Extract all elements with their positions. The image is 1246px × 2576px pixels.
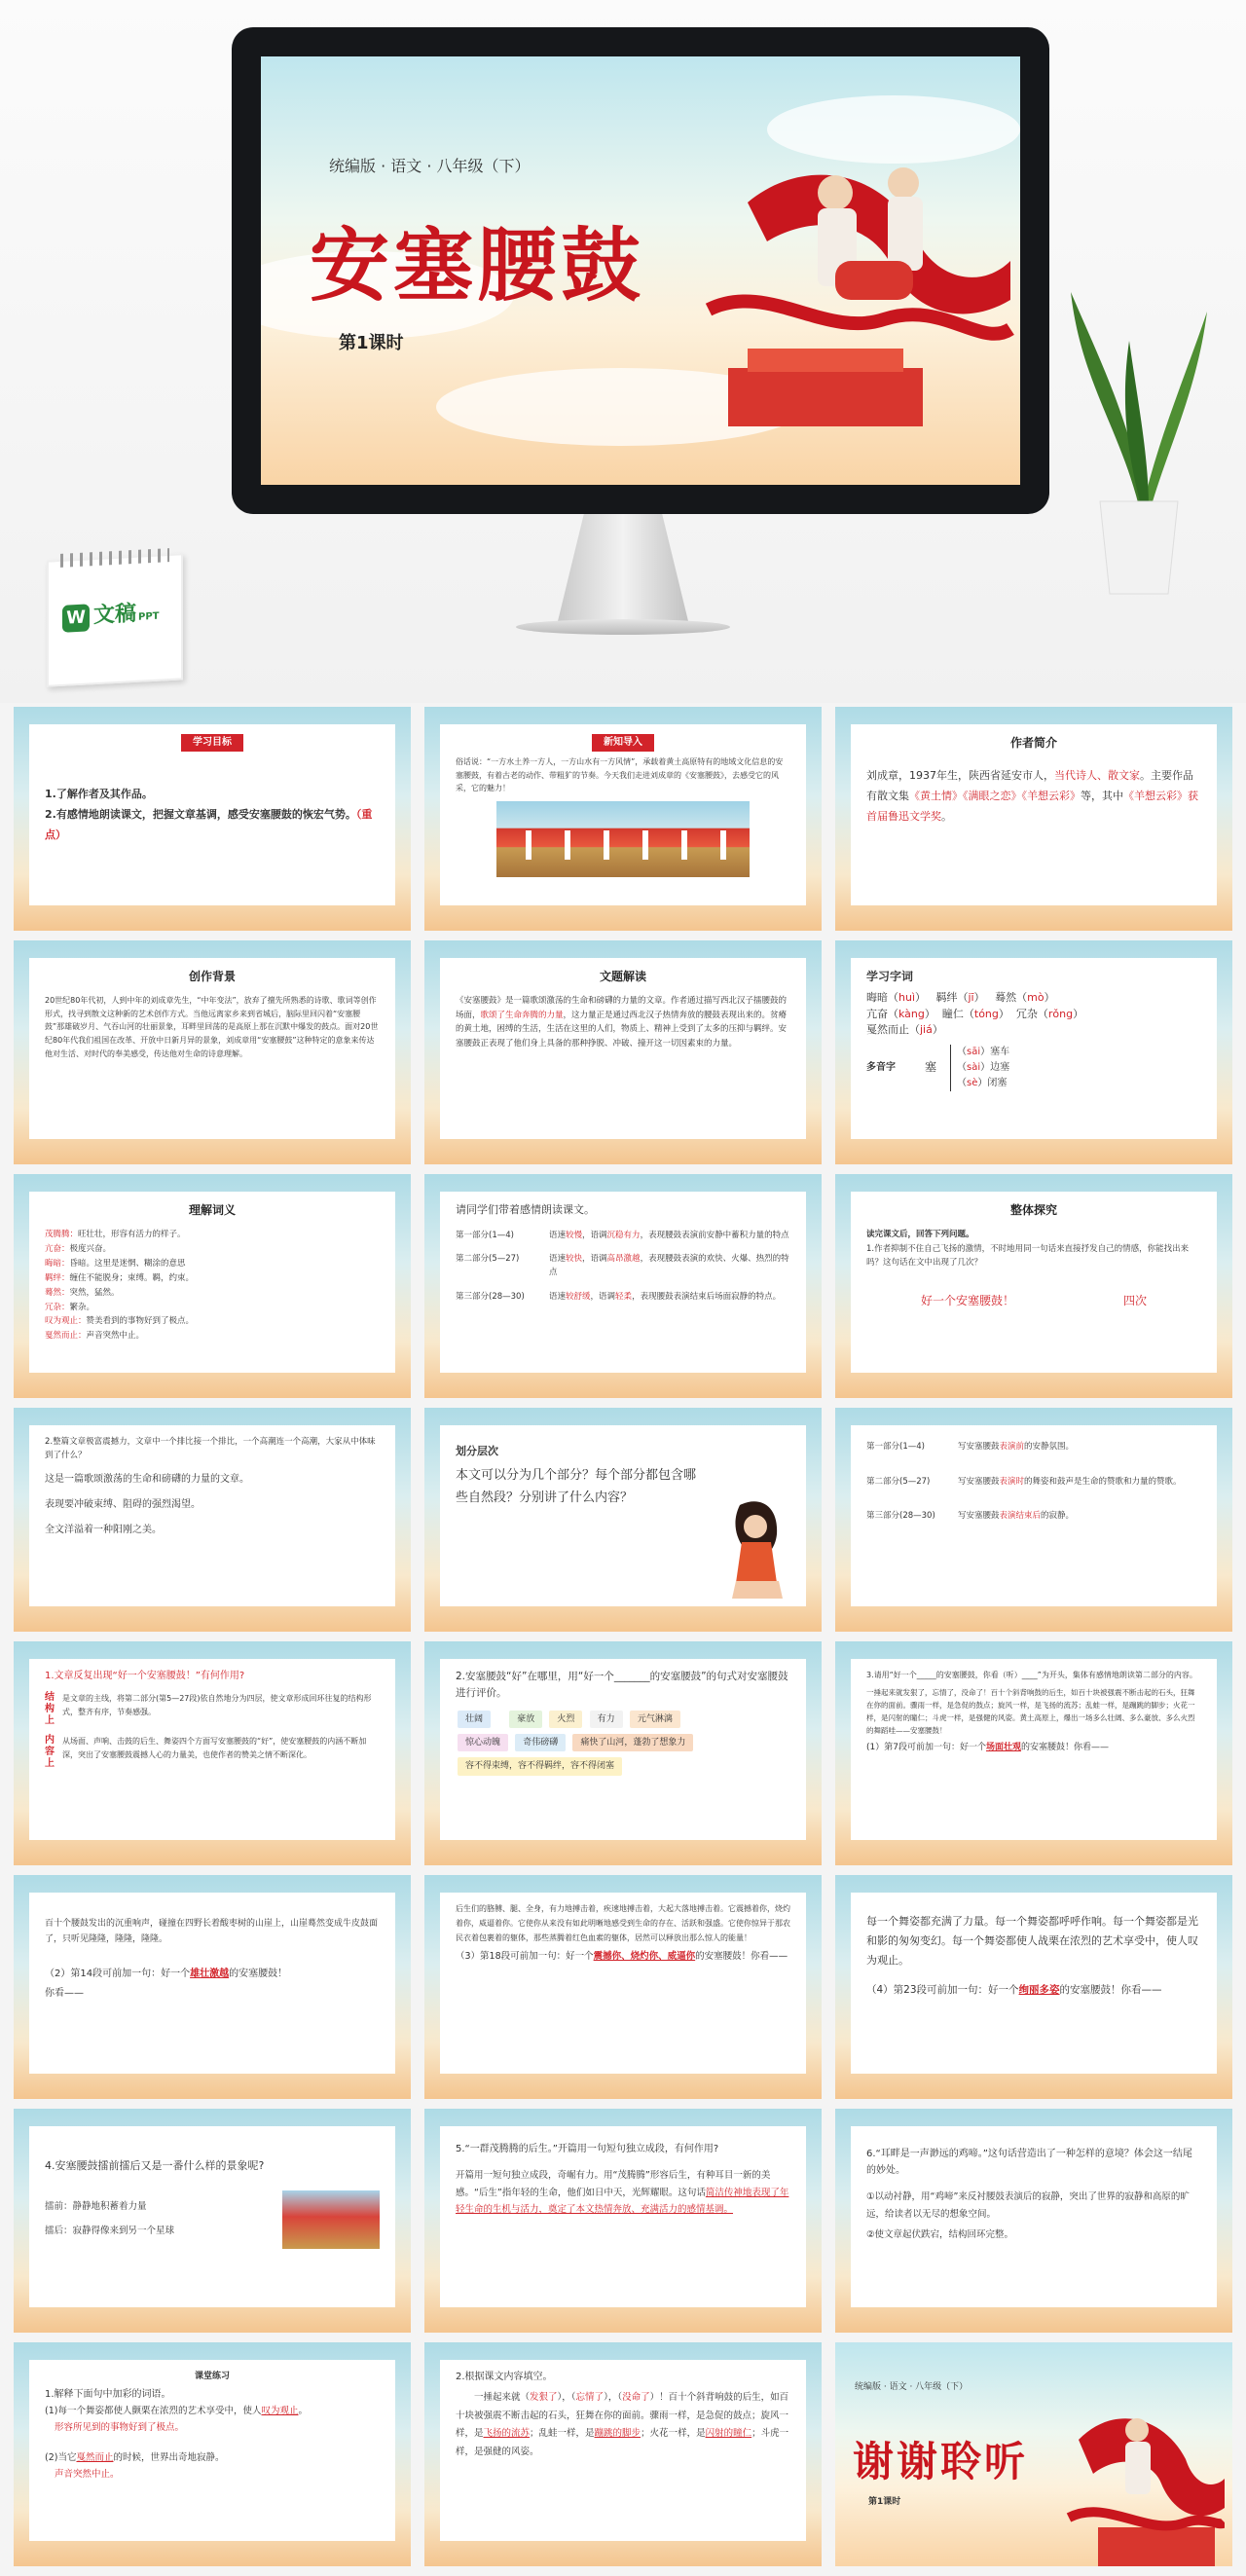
pill: 痛快了山河，蓬勃了想象力 bbox=[572, 1734, 693, 1751]
thanks-subject: 统编版 · 语文 · 八年级（下） bbox=[855, 2382, 969, 2392]
background-text: 20世纪80年代初，人到中年的刘成章先生，“中年变法”，放弃了擅先所熟悉的诗歌、歌词等创作形式，找寻到散文这种新的艺术创作方式。当他远离家乡来到省城后，脑际里回闪着“安塞腰鼓”那雄破岁月、气吞山河的壮丽景象，耳畔里回荡的是高原上那在沉默中爆发的鼓点。面对20世纪80年代我们祖国在改革、开放中日新月异的景象，刘成章用“安塞腰鼓”这种特定的意象来传达他对生活、对时代的奉美感受，传达他对生命的诗意理解。 bbox=[45, 996, 379, 1058]
slide-background bbox=[14, 940, 411, 1164]
reading-part-1: 第一部分(1—4) 语速较慢，语调沉稳有力，表现腰鼓表演前安静中蓄积力量的特点 bbox=[456, 1230, 789, 1240]
slide-overall-inquiry bbox=[835, 1174, 1232, 1398]
slide-title-reading bbox=[424, 940, 822, 1164]
slide-structure-answer bbox=[835, 1408, 1232, 1632]
drummer-illustration bbox=[689, 115, 1020, 436]
answer-list: 这是一篇歌颂激荡的生命和磅礴的力量的文章。 表现要冲破束缚、阻碍的强烈渴望。 全文洋溢着一种阳刚之美。 bbox=[45, 1473, 249, 1535]
slide-question-2 bbox=[14, 1408, 411, 1632]
slide-exercise-1 bbox=[14, 2342, 411, 2566]
exercise-a1: 形容所见到的事物好到了极点。 bbox=[55, 2422, 185, 2434]
brand-logo: W 文稿 PPT bbox=[62, 596, 160, 633]
question-text: 6.“耳畔是一声渺远的鸡啼。”这句话营造出了一种怎样的意境？体会这一结尾的妙处。 bbox=[866, 2149, 1192, 2176]
reading-part-3: 第三部分(28—30) 语速较舒缓，语调轻柔，表现腰鼓表演结束后场面寂静的特点。 bbox=[456, 1291, 782, 1302]
fill-sentence: （2）第14段可前加一句：好一个雄壮激越的安塞腰鼓！ bbox=[45, 1969, 288, 1980]
exercise-q2: (2)当它戛然而止的时候，世界出奇地寂静。 bbox=[45, 2451, 225, 2463]
pill: 有力 bbox=[590, 1711, 623, 1728]
passage-text: 一捶起来就发狠了，忘情了，没命了！百十个斜背响鼓的后生，如百十块被强震不断击起的石头，狂舞在你的面前。骤雨一样，是急促的鼓点；旋风一样，是飞扬的流苏；乱蛙一样，是蹦跳的脚步；火花一样，是闪射的瞳仁；斗虎一样，是强健的风姿。黄土高原上，爆出一场多么壮阔、多么豪放、多么火烈的舞蹈哇——安塞腰鼓！ bbox=[866, 1687, 1195, 1735]
slide-before-after bbox=[14, 2109, 411, 2333]
goal-1: 1.了解作者及其作品。 bbox=[45, 788, 153, 800]
girl-illustration bbox=[720, 1495, 788, 1602]
monitor-base bbox=[516, 619, 730, 635]
cover-subject: 统编版 · 语文 · 八年级（下） bbox=[329, 157, 531, 175]
passage-text: 每一个舞姿都充满了力量。每一个舞姿都呼呼作响。每一个舞姿都是光和影的匆匆变幻。每一个舞姿都使人战栗在浓烈的艺术享受中，使人叹为观止。 bbox=[866, 1915, 1198, 1967]
hero-mockup bbox=[0, 0, 1246, 703]
meaning-item: 羁绊：缠住不能脱身；束缚。羁，约束。 bbox=[45, 1272, 195, 1283]
author-text: 刘成章，1937年生，陕西省延安市人，当代诗人、散文家。主要作品有散文集《黄土情》《满眼之恋》《羊想云彩》等，其中《羊想云彩》获首届鲁迅文学奖。 bbox=[866, 769, 1198, 823]
slide-title: 创作背景 bbox=[188, 970, 236, 983]
slide-learning-goals bbox=[14, 707, 411, 931]
meaning-item: 亢奋：极度兴奋。 bbox=[45, 1244, 112, 1255]
answer-1: ①以动衬静，用“鸡啼”来反衬腰鼓表演后的寂静，突出了世界的寂静和高原的旷远，给读者以无尽的想象空间。 bbox=[866, 2191, 1190, 2220]
answer-2: ②使文章起伏跌宕，结构回环完整。 bbox=[866, 2229, 1014, 2241]
drummer-illustration bbox=[1059, 2381, 1225, 2566]
passage-text: 后生们的胳膊、腿、全身，有力地搏击着，疾速地搏击着，大起大落地搏击着。它震撼着你，烧灼着你，威逼着你。它使你从来没有如此明晰地感受到生命的存在、活跃和强盛。它使你惊异于那农民衣着包裹着的躯体，那些蒸腾着红色血素的躯体，居然可以释放出那么惊人的能量！ bbox=[456, 1904, 790, 1942]
meaning-item: 晦暗：昏暗。这里是迷惘、糊涂的意思 bbox=[45, 1258, 186, 1269]
meaning-item: 冗杂：繁杂。 bbox=[45, 1302, 95, 1312]
thanks-lesson: 第1课时 bbox=[868, 2497, 901, 2507]
pill: 壮阔 bbox=[458, 1711, 491, 1728]
pill: 容不得束缚，容不得羁绊，容不得闭塞 bbox=[458, 1757, 622, 1775]
plant-decoration bbox=[1061, 282, 1217, 604]
structure-role: 结构上 是文章的主线，将第二部分(第5—27段)依自然地分为四层，使文章形成回环往复的结构形式，整齐有序，节奏感强。 bbox=[45, 1692, 372, 1726]
before-after-answers: 擂前：静静地积蓄着力量 擂后：寂静得像来到另一个星球 bbox=[45, 2190, 380, 2249]
slide-title: 文题解读 bbox=[599, 970, 646, 983]
question-text: 2.安塞腰鼓“好”在哪里，用“好一个_______的安塞腰鼓”的句式对安塞腰鼓进行评价。 bbox=[456, 1671, 788, 1699]
slide-young-men bbox=[424, 1875, 822, 2099]
inquiry-answer: 好一个安塞腰鼓！ 四次 bbox=[920, 1293, 1147, 1307]
structure-question: 本文可以分为几个部分？每个部分都包含哪些自然段？分别讲了什么内容？ bbox=[456, 1467, 697, 1505]
inquiry-question: 1.作者抑制不住自己飞扬的激情，不时地用同一句话来直接抒发自己的情感，你能找出来吗？这句话在文中出现了几次？ bbox=[866, 1243, 1190, 1269]
question-text: 2.根据课文内容填空。 bbox=[456, 2372, 553, 2382]
question-text: 2.整篇文章极富震撼力，文章中一个排比接一个排比，一个高潮连一个高潮，大家从中体味到了什么？ bbox=[45, 1437, 376, 1461]
meaning-item: 蓦然：突然，猛然。 bbox=[45, 1287, 120, 1298]
slide-tag: 新知导入 bbox=[592, 734, 654, 752]
slide-reading-guide bbox=[424, 1174, 822, 1398]
desk-calendar bbox=[47, 553, 183, 686]
structure-part-1: 第一部分(1—4) 写安塞腰鼓表演前的安静氛围。 bbox=[866, 1442, 1075, 1452]
pill: 惊心动魄 bbox=[458, 1734, 508, 1751]
slide-exercise-2 bbox=[424, 2342, 822, 2566]
slide-intro bbox=[424, 707, 822, 931]
question-text: 1.文章反复出现“好一个安塞腰鼓！”有何作用? bbox=[45, 1671, 245, 1681]
slide-word-meanings bbox=[14, 1174, 411, 1398]
fill-sentence: (1）第7段可前加一句：好一个场面壮观的安塞腰鼓！你看—— bbox=[866, 1743, 1109, 1753]
evaluation-pills bbox=[456, 1708, 790, 1779]
slide-title: 整体探究 bbox=[1009, 1203, 1057, 1217]
goal-2: 2.有感情地朗读课文，把握文章基调，感受安塞腰鼓的恢宏气势。（重点） bbox=[45, 807, 373, 841]
slide-evaluation bbox=[424, 1641, 822, 1865]
content-role: 内容上 从场面、声响、击鼓的后生、舞姿四个方面写安塞腰鼓的“好”，使安塞腰鼓的内涵不断加深，突出了安塞腰鼓震撼人心的力量美，也使作者的赞美之情不断深化。 bbox=[45, 1735, 367, 1769]
question-text: 3.请用“好一个_____的安塞腰鼓，你看（听）____”为开头，集体有感情地朗读第二部分的内容。 bbox=[866, 1671, 1197, 1679]
question-text: 5.“一群茂腾腾的后生。”开篇用一句短句独立成段，有何作用? bbox=[456, 2144, 719, 2154]
passage-text: 百十个腰鼓发出的沉重响声，碰撞在四野长着酸枣树的山崖上，山崖蓦然变成牛皮鼓面了，只听见隆隆，隆隆，隆隆。 bbox=[45, 1919, 379, 1945]
slide-repetition bbox=[14, 1641, 411, 1865]
structure-part-2: 第二部分(5—27) 写安塞腰鼓表演时的舞姿和鼓声是生命的赞歌和力量的赞歌。 bbox=[866, 1476, 1182, 1487]
inquiry-intro: 读完课文后，回答下列问题。 bbox=[866, 1230, 974, 1240]
slide-title: 课堂练习 bbox=[194, 2372, 230, 2381]
intro-text: 俗话说：“一方水土养一方人，一方山水有一方风情”，承载着黄土高原特有的地域文化信息的安塞腰鼓，有着古老的动作、带粗犷的节奏。今天我们走进刘成章的《安塞腰鼓》，去感受它的风采，它的魅力！ bbox=[456, 757, 784, 793]
slide-ending bbox=[835, 2109, 1232, 2333]
slide-group-reading bbox=[835, 1641, 1232, 1865]
exercise-a2: 声音突然中止。 bbox=[55, 2468, 120, 2480]
slide-dance-pose bbox=[835, 1875, 1232, 2099]
slide-structure bbox=[424, 1408, 822, 1632]
dance-photo bbox=[496, 801, 750, 877]
slide-drum-sound bbox=[14, 1875, 411, 2099]
fill-sentence: （3）第18段可前加一句：好一个震撼你、烧灼你、威逼你的安塞腰鼓！你看—— bbox=[456, 1951, 788, 1963]
slide-vocabulary bbox=[835, 940, 1232, 1164]
slide-opening-sentence bbox=[424, 2109, 822, 2333]
monitor-stand bbox=[558, 514, 688, 621]
slide-title: 学习字词 bbox=[866, 970, 914, 983]
pill: 豪放 bbox=[509, 1711, 542, 1728]
word-list: 晦暗（huì） 羁绊（jī） 蓦然（mò） 亢奋（kàng） 瞳仁（tóng） 冗杂（rǒng） 戛然而止（jiá） bbox=[866, 991, 1084, 1037]
meaning-item: 叹为观止：赞美看到的事物好到了极点。 bbox=[45, 1316, 195, 1327]
polyphone: 多音字 塞 （sāi）塞车 （sài）边塞 （sè）闭塞 bbox=[866, 1045, 1201, 1091]
fill-more: 你看—— bbox=[45, 1988, 84, 2000]
slide-title: 理解词义 bbox=[188, 1203, 236, 1217]
slide-title: 作者简介 bbox=[1009, 736, 1057, 750]
question-text: 1.解释下面句中加彩的词语。 bbox=[45, 2389, 171, 2401]
monitor bbox=[232, 27, 1049, 514]
meaning-item: 茂腾腾：旺壮壮，形容有活力的样子。 bbox=[45, 1230, 186, 1240]
meaning-item: 戛然而止：声音突然中止。 bbox=[45, 1331, 145, 1342]
cover-title: 安塞腰鼓 bbox=[310, 219, 645, 313]
reading-part-2: 第二部分(5—27) 语速较快，语调高昂激越，表现腰鼓表演的欢快、火爆、热烈的特点 bbox=[456, 1254, 789, 1278]
thanks-title: 谢谢聆听 bbox=[853, 2438, 1029, 2485]
answer-text: 开篇用一短句独立成段，奇崛有力。用“茂腾腾”形容后生，有种耳目一新的美感。“后生”指年轻的生命，他们如日中天，光辉耀眼。这句话简洁传神地表现了年轻生命的生机与活力，奠定了本文热情奔放、充满活力的感情基调。 bbox=[456, 2170, 789, 2216]
meaning-list bbox=[45, 1228, 380, 1343]
reading-intro: 请同学们带着感情朗读课文。 bbox=[456, 1203, 595, 1216]
pill: 元气淋漓 bbox=[630, 1711, 680, 1728]
structure-part-3: 第三部分(28—30) 写安塞腰鼓表演结束后的寂静。 bbox=[866, 1511, 1075, 1522]
cover-slide bbox=[261, 56, 1020, 485]
title-reading-text: 《安塞腰鼓》是一篇歌颂激荡的生命和磅礴的力量的文章。作者通过描写西北汉子擂腰鼓的场面，歌颂了生命奔腾的力量，这力量正是通过西北汉子热情奔放的腰鼓表现出来的。贫瘠的黄土地，困缚的生活，生活在这里的人们，物质上、精神上受到了太多的压抑与羁绊。安塞腰鼓正表现了他们身上具备的那种挣脱、冲破、撞开这一切因素束的力量。 bbox=[456, 996, 788, 1049]
exercise-q1: (1)每一个舞姿都使人颤栗在浓烈的艺术享受中，使人叹为观止。 bbox=[45, 2406, 308, 2417]
pill: 奇伟磅礴 bbox=[515, 1734, 566, 1751]
slide-tag: 划分层次 bbox=[456, 1445, 498, 1457]
drum-photo bbox=[282, 2190, 380, 2249]
pill: 火烈 bbox=[549, 1711, 582, 1728]
fill-sentence: （4）第23段可前加一句：好一个绚丽多姿的安塞腰鼓！你看—— bbox=[866, 1984, 1162, 1997]
fill-passage: 一捶起来就（发狠了），（忘情了），（没命了）！百十个斜背响鼓的后生，如百十块被强震不断击起的石头，狂舞在你的面前。骤雨一样，是急促的鼓点；旋风一样，是飞扬的流苏；乱蛙一样，是蹦跳的脚步；火花一样，是闪射的瞳仁；斗虎一样，是强健的风姿。 bbox=[456, 2392, 789, 2457]
slide-thanks bbox=[835, 2342, 1232, 2566]
question-text: 4.安塞腰鼓擂前擂后又是一番什么样的景象呢? bbox=[45, 2159, 265, 2172]
slide-author bbox=[835, 707, 1232, 931]
slide-tag: 学习目标 bbox=[181, 734, 243, 752]
cover-lesson: 第1课时 bbox=[339, 333, 404, 353]
